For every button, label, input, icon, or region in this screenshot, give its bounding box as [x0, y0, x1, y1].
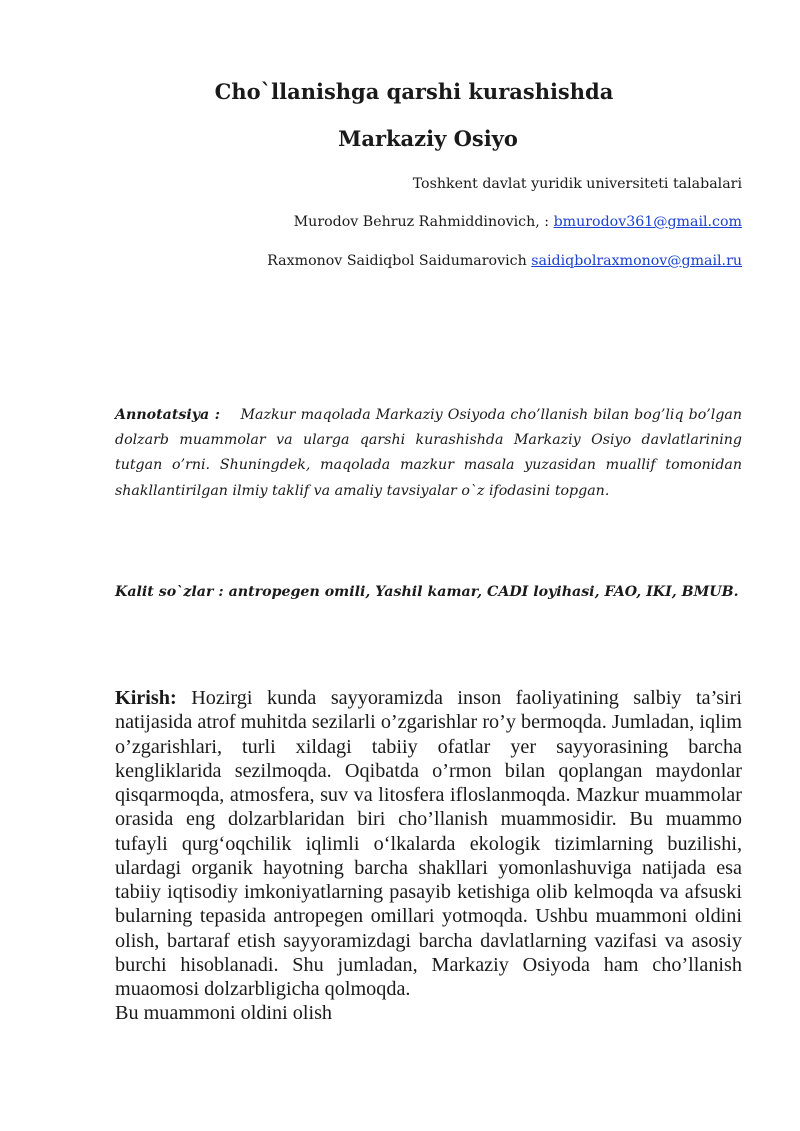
introduction-section [115, 686, 742, 1026]
author-2-name: Raxmonov Saidiqbol Saidumarovich [267, 253, 532, 269]
author-2-email-link[interactable]: saidiqbolraxmonov@gmail.ru [531, 253, 742, 269]
affiliation: Toshkent davlat yuridik universiteti talabalari [412, 176, 742, 192]
abstract-text: Mazkur maqolada Markaziy Osiyoda cho’llanish bilan bog’liq bo’lgan dolzarb muammolar va ularga qarshi kurashishda Markaziy Osiyo davlatlarining tutgan o’rni. Shuningdek, maqolada mazkur masala yuzasidan muallif tomonidan shakllantirilgan ilmiy taklif va amaliy tavsiyalar o`z ifodasini topgan. [115, 407, 742, 499]
introduction-text: Hozirgi kunda sayyoramizda inson faoliyatining salbiy ta’siri natijasida atrof muhitda sezilarli o’zgarishlar ro’y bermoqda. Jumladan, iqlim o’zgarishlari, turli xildagi tabiiy ofatlar yer sayyorasining barcha kengliklarida sezilmoqda. Oqibatda o’rmon bilan qoplangan maydonlar qisqarmoqda, atmosfera, suv va litosfera ifloslanmoqda. Mazkur muammolar orasida eng dolzarblaridan biri cho’llanish muammosidir. Bu muammo tufayli qurg‘oqchilik iqlimli o‘lkalarda ekologik tizimlarning buzilishi, ulardagi organik hayotning barcha shakllari yomonlashuviga natijada esa tabiiy iqtisodiy imkoniyatlarning pasayib ketishiga olib kelmoqda va afsuski bularning tepasida antropegen omillari yotmoqda. Ushbu muammoni oldini olish, bartaraf etish sayyoramizdagi barcha davlatlarning vazifasi va asosiy burchi hisoblanadi. Shu jumladan, Markaziy Osiyoda ham cho’llanish muaomosi dolzarbligicha qolmoqda. [115, 687, 742, 1000]
abstract-label: Annotatsiya : [115, 407, 220, 423]
author-2 [267, 253, 742, 269]
keywords-paragraph: Kalit so`zlar : antropegen omili, Yashil kamar, CADI loyihasi, FAO, IKI, BMUB. [115, 584, 739, 600]
introduction-label: Kirish: [115, 687, 177, 709]
title-line-1: Cho`llanishga qarshi kurashishda [214, 79, 614, 104]
author-1-name: Murodov Behruz Rahmiddinovich, : [293, 214, 554, 230]
author-1-email-link[interactable]: bmurodov361@gmail.com [553, 214, 742, 230]
introduction-last-line: Bu muammoni oldini olish [115, 1002, 333, 1025]
introduction-paragraph [115, 686, 742, 1001]
author-1 [294, 214, 742, 230]
title-line-2: Markaziy Osiyo [338, 126, 518, 151]
abstract-paragraph [115, 403, 742, 504]
